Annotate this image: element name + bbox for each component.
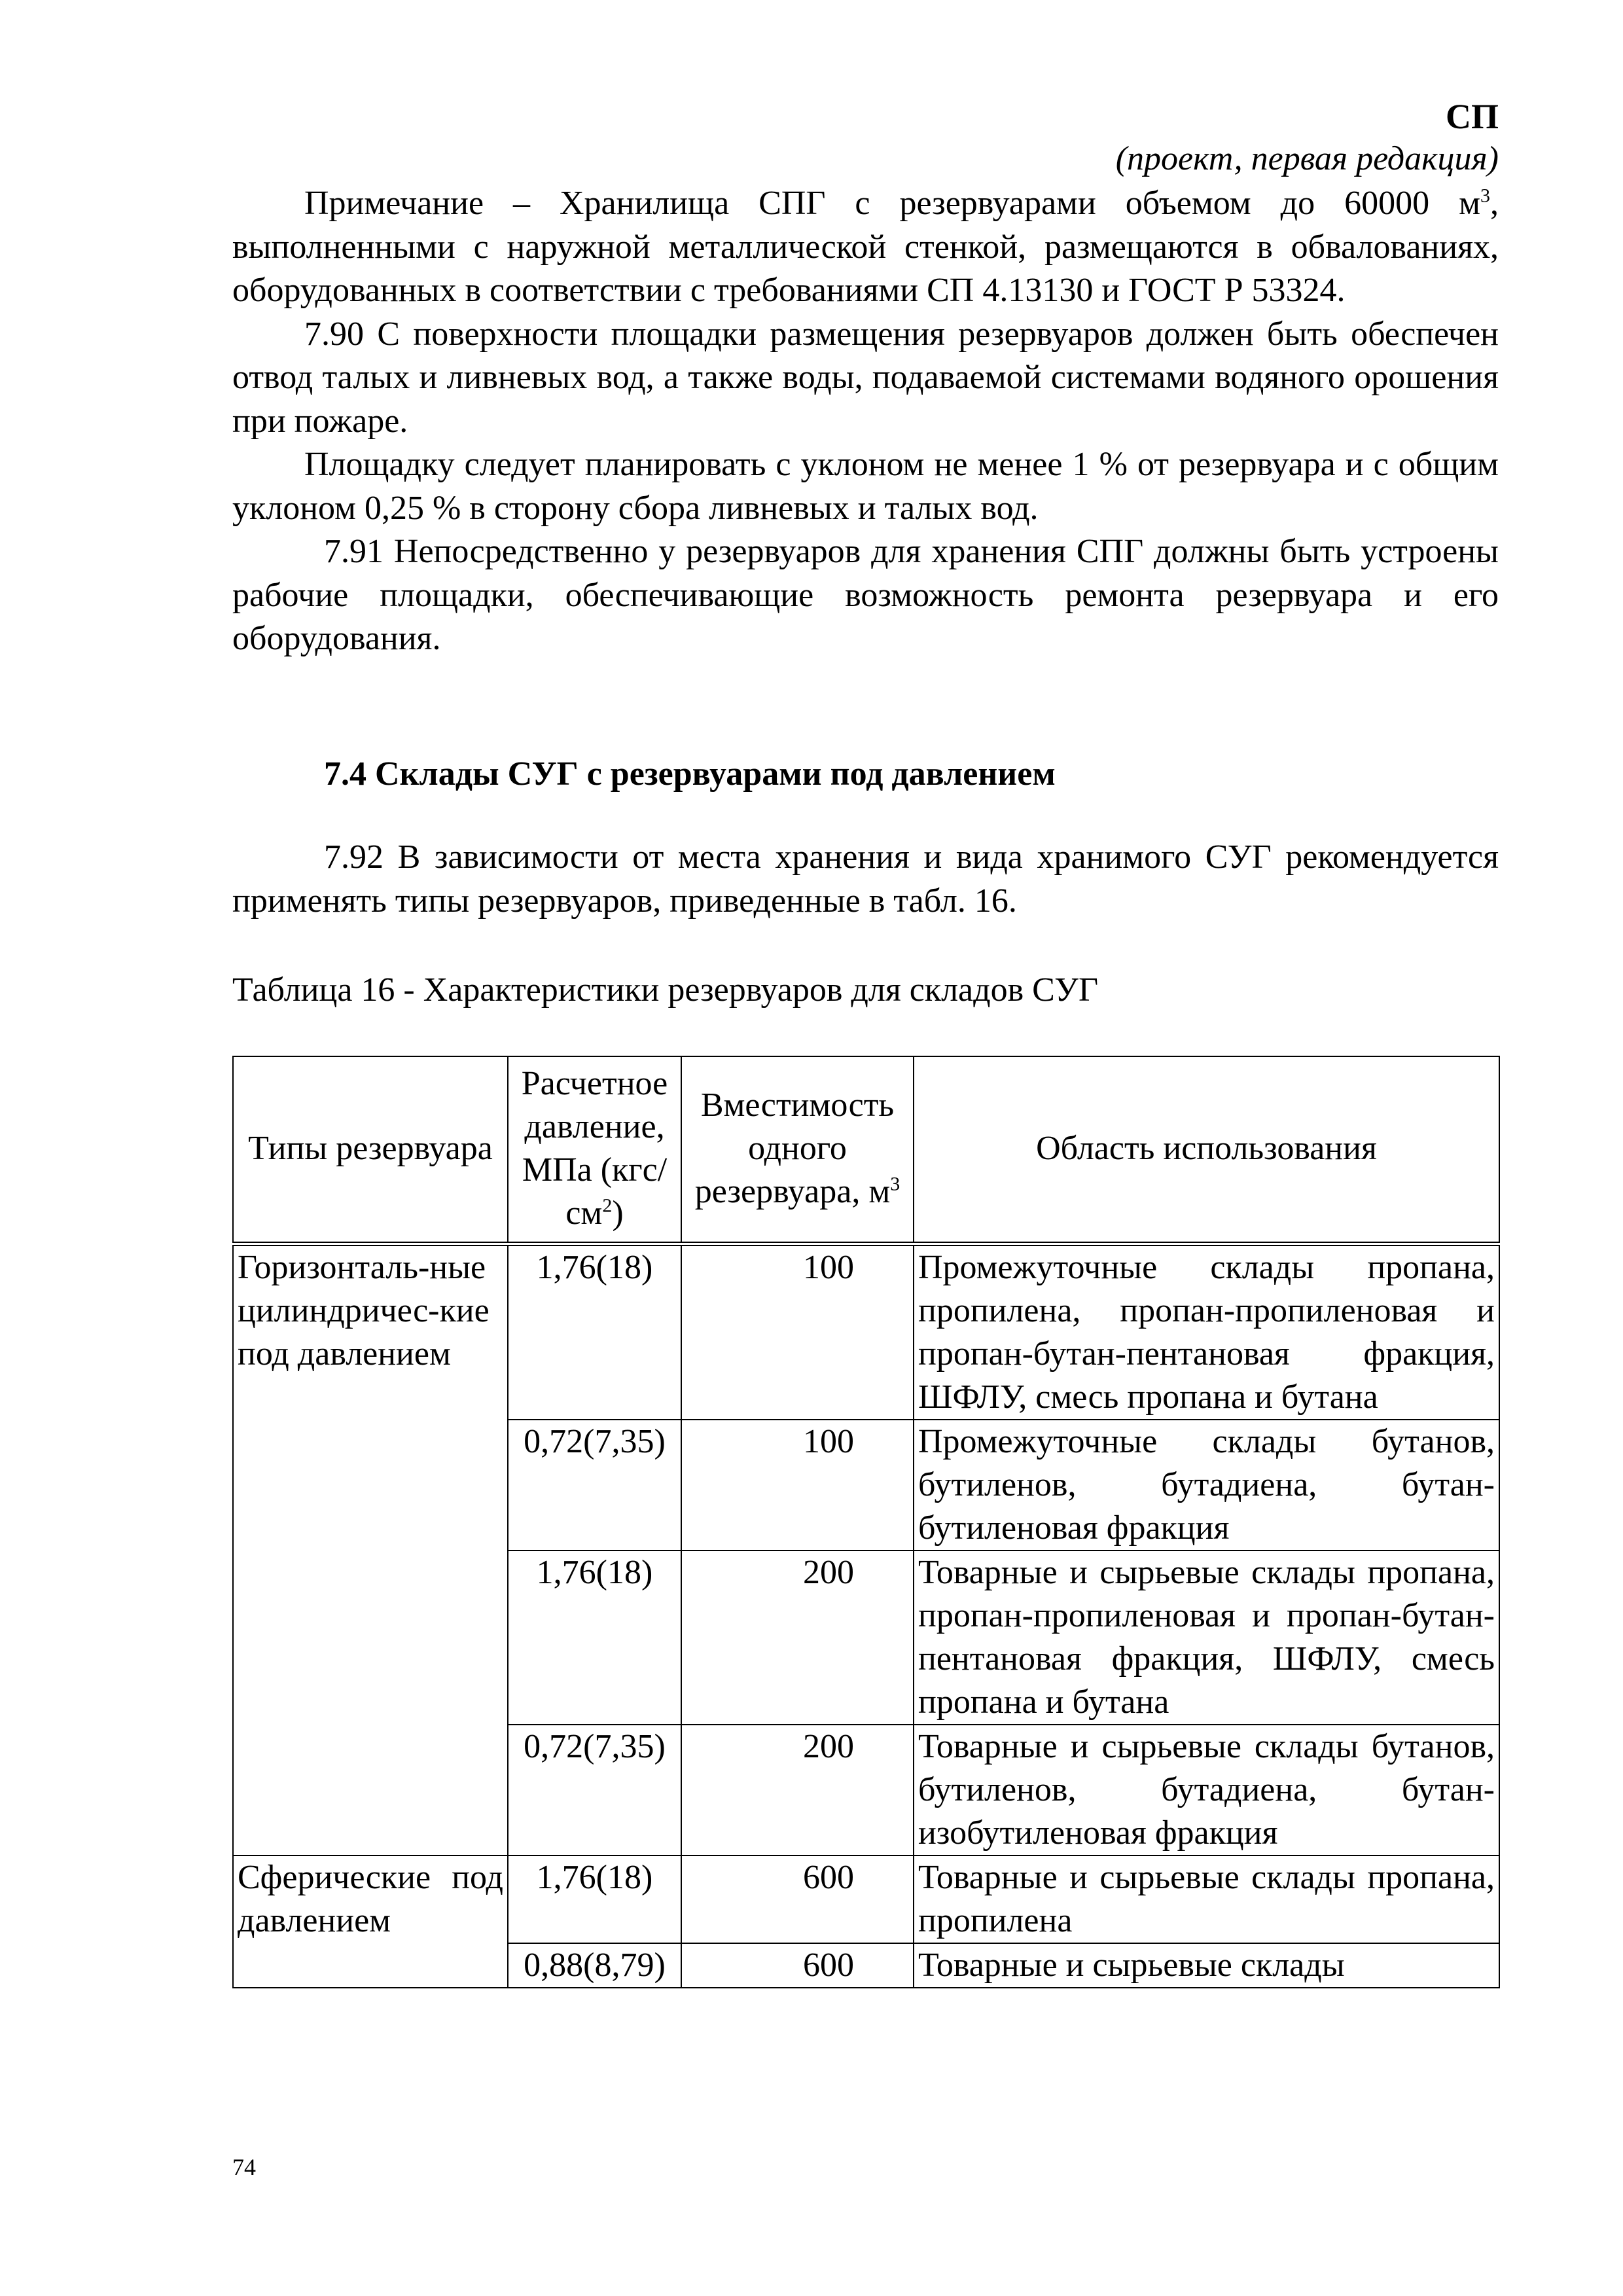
header-pressure-end: ) [612, 1194, 624, 1232]
usage-area-cell: Товарные и сырьевые склады пропана, пропилена [914, 1856, 1499, 1943]
header-capacity-sup: 3 [890, 1173, 901, 1195]
capacity-cell: 100 [681, 1244, 914, 1420]
draft-edition-note: (проект, первая редакция) [1115, 140, 1499, 177]
header-capacity [681, 1056, 914, 1244]
usage-area-cell: Промежуточные склады бутанов, бутиленов, бутадиена, бутан-бутиленовая фракция [914, 1420, 1499, 1551]
pressure-cell: 0,72(7,35) [508, 1725, 681, 1856]
tank-type-cell: Горизонталь-ные цилиндричес-кие под давлением [233, 1244, 508, 1856]
header-usage-area: Область использования [914, 1056, 1499, 1244]
pressure-cell: 1,76(18) [508, 1244, 681, 1420]
usage-area-cell: Промежуточные склады пропана, пропилена, пропан-пропиленовая и пропан-бутан-пентановая фракция, ШФЛУ, смесь пропана и бутана [914, 1244, 1499, 1420]
paragraph-7-90: 7.90 С поверхности площадки размещения резервуаров должен быть обеспечен отвод талых и ливневых вод, а также воды, подаваемой системами водяного орошения при пожаре. [232, 315, 1499, 440]
capacity-cell: 200 [681, 1551, 914, 1725]
body-text [232, 182, 1499, 661]
capacity-cell: 200 [681, 1725, 914, 1856]
standard-code: СП [1446, 97, 1499, 136]
capacity-cell: 600 [681, 1856, 914, 1943]
table-header-row [233, 1056, 1499, 1244]
note-text: Примечание – Хранилища СПГ с резервуарами объемом до 60000 м [304, 185, 1480, 222]
usage-area-cell: Товарные и сырьевые склады бутанов, бутиленов, бутадиена, бутан-изобутиленовая фракция [914, 1725, 1499, 1856]
note-paragraph [232, 182, 1499, 313]
table-row [233, 1244, 1499, 1420]
note-superscript: 3 [1480, 185, 1490, 207]
header-pressure [508, 1056, 681, 1244]
pressure-cell: 1,76(18) [508, 1551, 681, 1725]
tank-type-cell: Сферические под давлением [233, 1856, 508, 1988]
paragraph-7-92-block [232, 836, 1499, 923]
header-pressure-text: Расчетное давление, МПа (кгс/см [521, 1065, 668, 1232]
pressure-cell: 0,88(8,79) [508, 1943, 681, 1988]
section-heading: 7.4 Склады СУГ с резервуарами под давлением [324, 755, 1056, 793]
usage-area-cell: Товарные и сырьевые склады [914, 1943, 1499, 1988]
note-text-end: , выполненными с наружной металлической стенкой, размещаются в обвалованиях, оборудованных в соответствии с требованиями СП 4.13130 и ГОСТ Р 53324. [232, 185, 1499, 309]
page-number: 74 [232, 2154, 256, 2180]
paragraph-7-91: 7.91 Непосредственно у резервуаров для хранения СПГ должны быть устроены рабочие площадки, обеспечивающие возможность ремонта резервуара и его оборудования. [232, 533, 1499, 657]
header-tank-type: Типы резервуара [233, 1056, 508, 1244]
pressure-cell: 1,76(18) [508, 1856, 681, 1943]
capacity-cell: 600 [681, 1943, 914, 1988]
header-pressure-sup: 2 [602, 1194, 613, 1217]
tank-characteristics-table [232, 1056, 1500, 1988]
paragraph-7-92: 7.92 В зависимости от места хранения и вида хранимого СУГ рекомендуется применять типы резервуаров, приведенные в табл. 16. [232, 838, 1499, 920]
header-capacity-text: Вместимость одного резервуара, м [694, 1086, 895, 1210]
table-caption: Таблица 16 - Характеристики резервуаров для складов СУГ [232, 971, 1099, 1009]
paragraph-7-90-slope: Площадку следует планировать с уклоном не менее 1 % от резервуара и с общим уклоном 0,25 % в сторону сбора ливневых и талых вод. [232, 446, 1499, 527]
usage-area-cell: Товарные и сырьевые склады пропана, пропан-пропиленовая и пропан-бутан-пентановая фракция, ШФЛУ, смесь пропана и бутана [914, 1551, 1499, 1725]
table-row [233, 1856, 1499, 1943]
capacity-cell: 100 [681, 1420, 914, 1551]
pressure-cell: 0,72(7,35) [508, 1420, 681, 1551]
